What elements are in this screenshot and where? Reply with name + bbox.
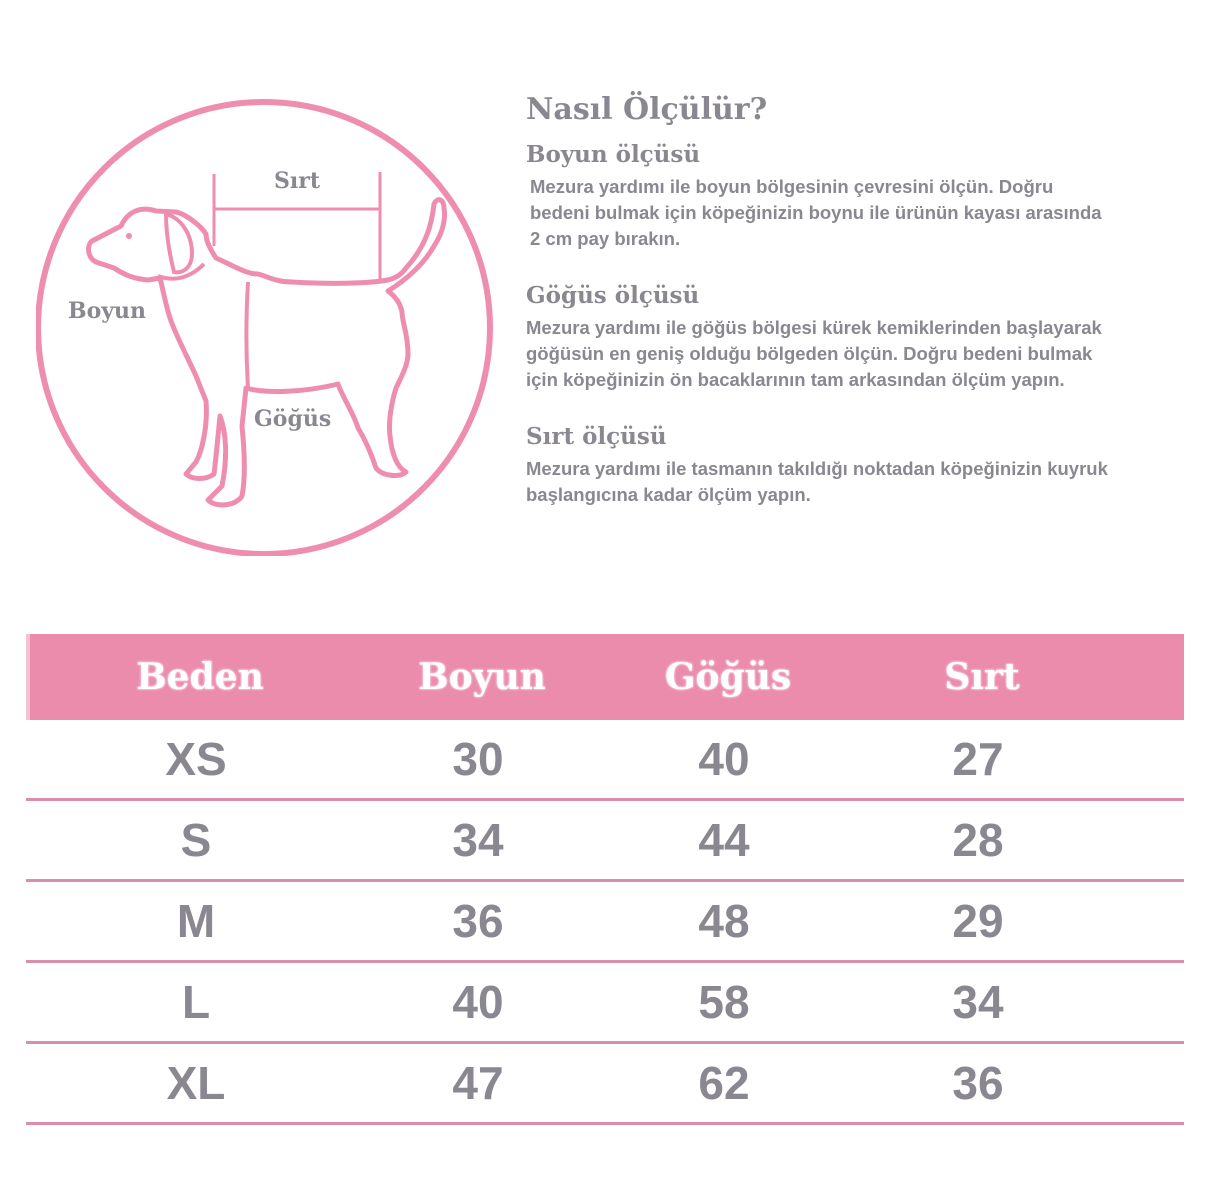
header-neck: Boyun: [418, 656, 546, 698]
back-section-title: Sırt ölçüsü: [526, 423, 667, 450]
text-line: bedeni bulmak için köpeğinizin boynu ile ürünün kayası arasında: [530, 202, 1102, 223]
cell-back: 29: [952, 895, 1004, 947]
cell-neck: 36: [452, 895, 504, 947]
cell-chest: 44: [698, 814, 750, 866]
text-line: Mezura yardımı ile boyun bölgesinin çevresini ölçün. Doğru: [530, 176, 1054, 197]
text-line: Mezura yardımı ile tasmanın takıldığı noktadan köpeğinizin kuyruk: [526, 458, 1108, 479]
text-line: göğüsün en geniş olduğu bölgeden ölçün. Doğru bedeni bulmak: [526, 343, 1093, 364]
chest-section-text: [526, 315, 1196, 393]
text-line: 2 cm pay bırakın.: [530, 228, 681, 249]
cell-back: 28: [952, 814, 1004, 866]
cell-size: S: [180, 814, 212, 866]
text-line: Mezura yardımı ile göğüs bölgesi kürek kemiklerinden başlayarak: [526, 317, 1102, 338]
back-section: [526, 423, 1196, 508]
neck-section-title: Boyun ölçüsü: [526, 141, 701, 168]
cell-chest: 40: [698, 733, 750, 785]
chest-section: [526, 282, 1196, 393]
diagram-label-chest: Göğüs: [254, 406, 332, 432]
cell-chest: 58: [698, 976, 750, 1028]
text-line: için köpeğinizin ön bacaklarının tam arkasından ölçüm yapın.: [526, 369, 1065, 390]
guide-title: Nasıl Ölçülür?: [526, 92, 768, 127]
cell-chest: 48: [698, 895, 750, 947]
dog-outline-illustration: [36, 96, 496, 556]
cell-chest: 62: [698, 1057, 750, 1109]
dog-measurement-diagram: [36, 96, 496, 556]
text-line: başlangıcına kadar ölçüm yapın.: [526, 484, 811, 505]
size-table: [26, 634, 1184, 1125]
neck-section: [526, 141, 1196, 252]
header-chest: Göğüs: [664, 656, 792, 698]
cell-back: 36: [952, 1057, 1004, 1109]
header-back: Sırt: [944, 656, 1020, 698]
table-row: [26, 1044, 1184, 1125]
chest-section-title: Göğüs ölçüsü: [526, 282, 700, 309]
diagram-label-back: Sırt: [274, 168, 320, 194]
table-row: [26, 963, 1184, 1044]
cell-back: 34: [952, 976, 1004, 1028]
cell-size: XS: [165, 733, 227, 785]
table-row: [26, 882, 1184, 963]
table-row: [26, 720, 1184, 801]
diagram-label-neck: Boyun: [68, 298, 147, 324]
measurement-guide: [526, 92, 1196, 508]
table-row: [26, 801, 1184, 882]
cell-size: L: [181, 976, 211, 1028]
cell-neck: 30: [452, 733, 504, 785]
neck-section-text: [526, 174, 1196, 252]
cell-neck: 40: [452, 976, 504, 1028]
header-size: Beden: [136, 656, 264, 698]
cell-size: M: [176, 895, 216, 947]
cell-size: XL: [166, 1057, 226, 1109]
back-section-text: [526, 456, 1196, 508]
cell-neck: 34: [452, 814, 504, 866]
cell-back: 27: [952, 733, 1004, 785]
cell-neck: 47: [452, 1057, 504, 1109]
table-header: [26, 634, 1184, 720]
